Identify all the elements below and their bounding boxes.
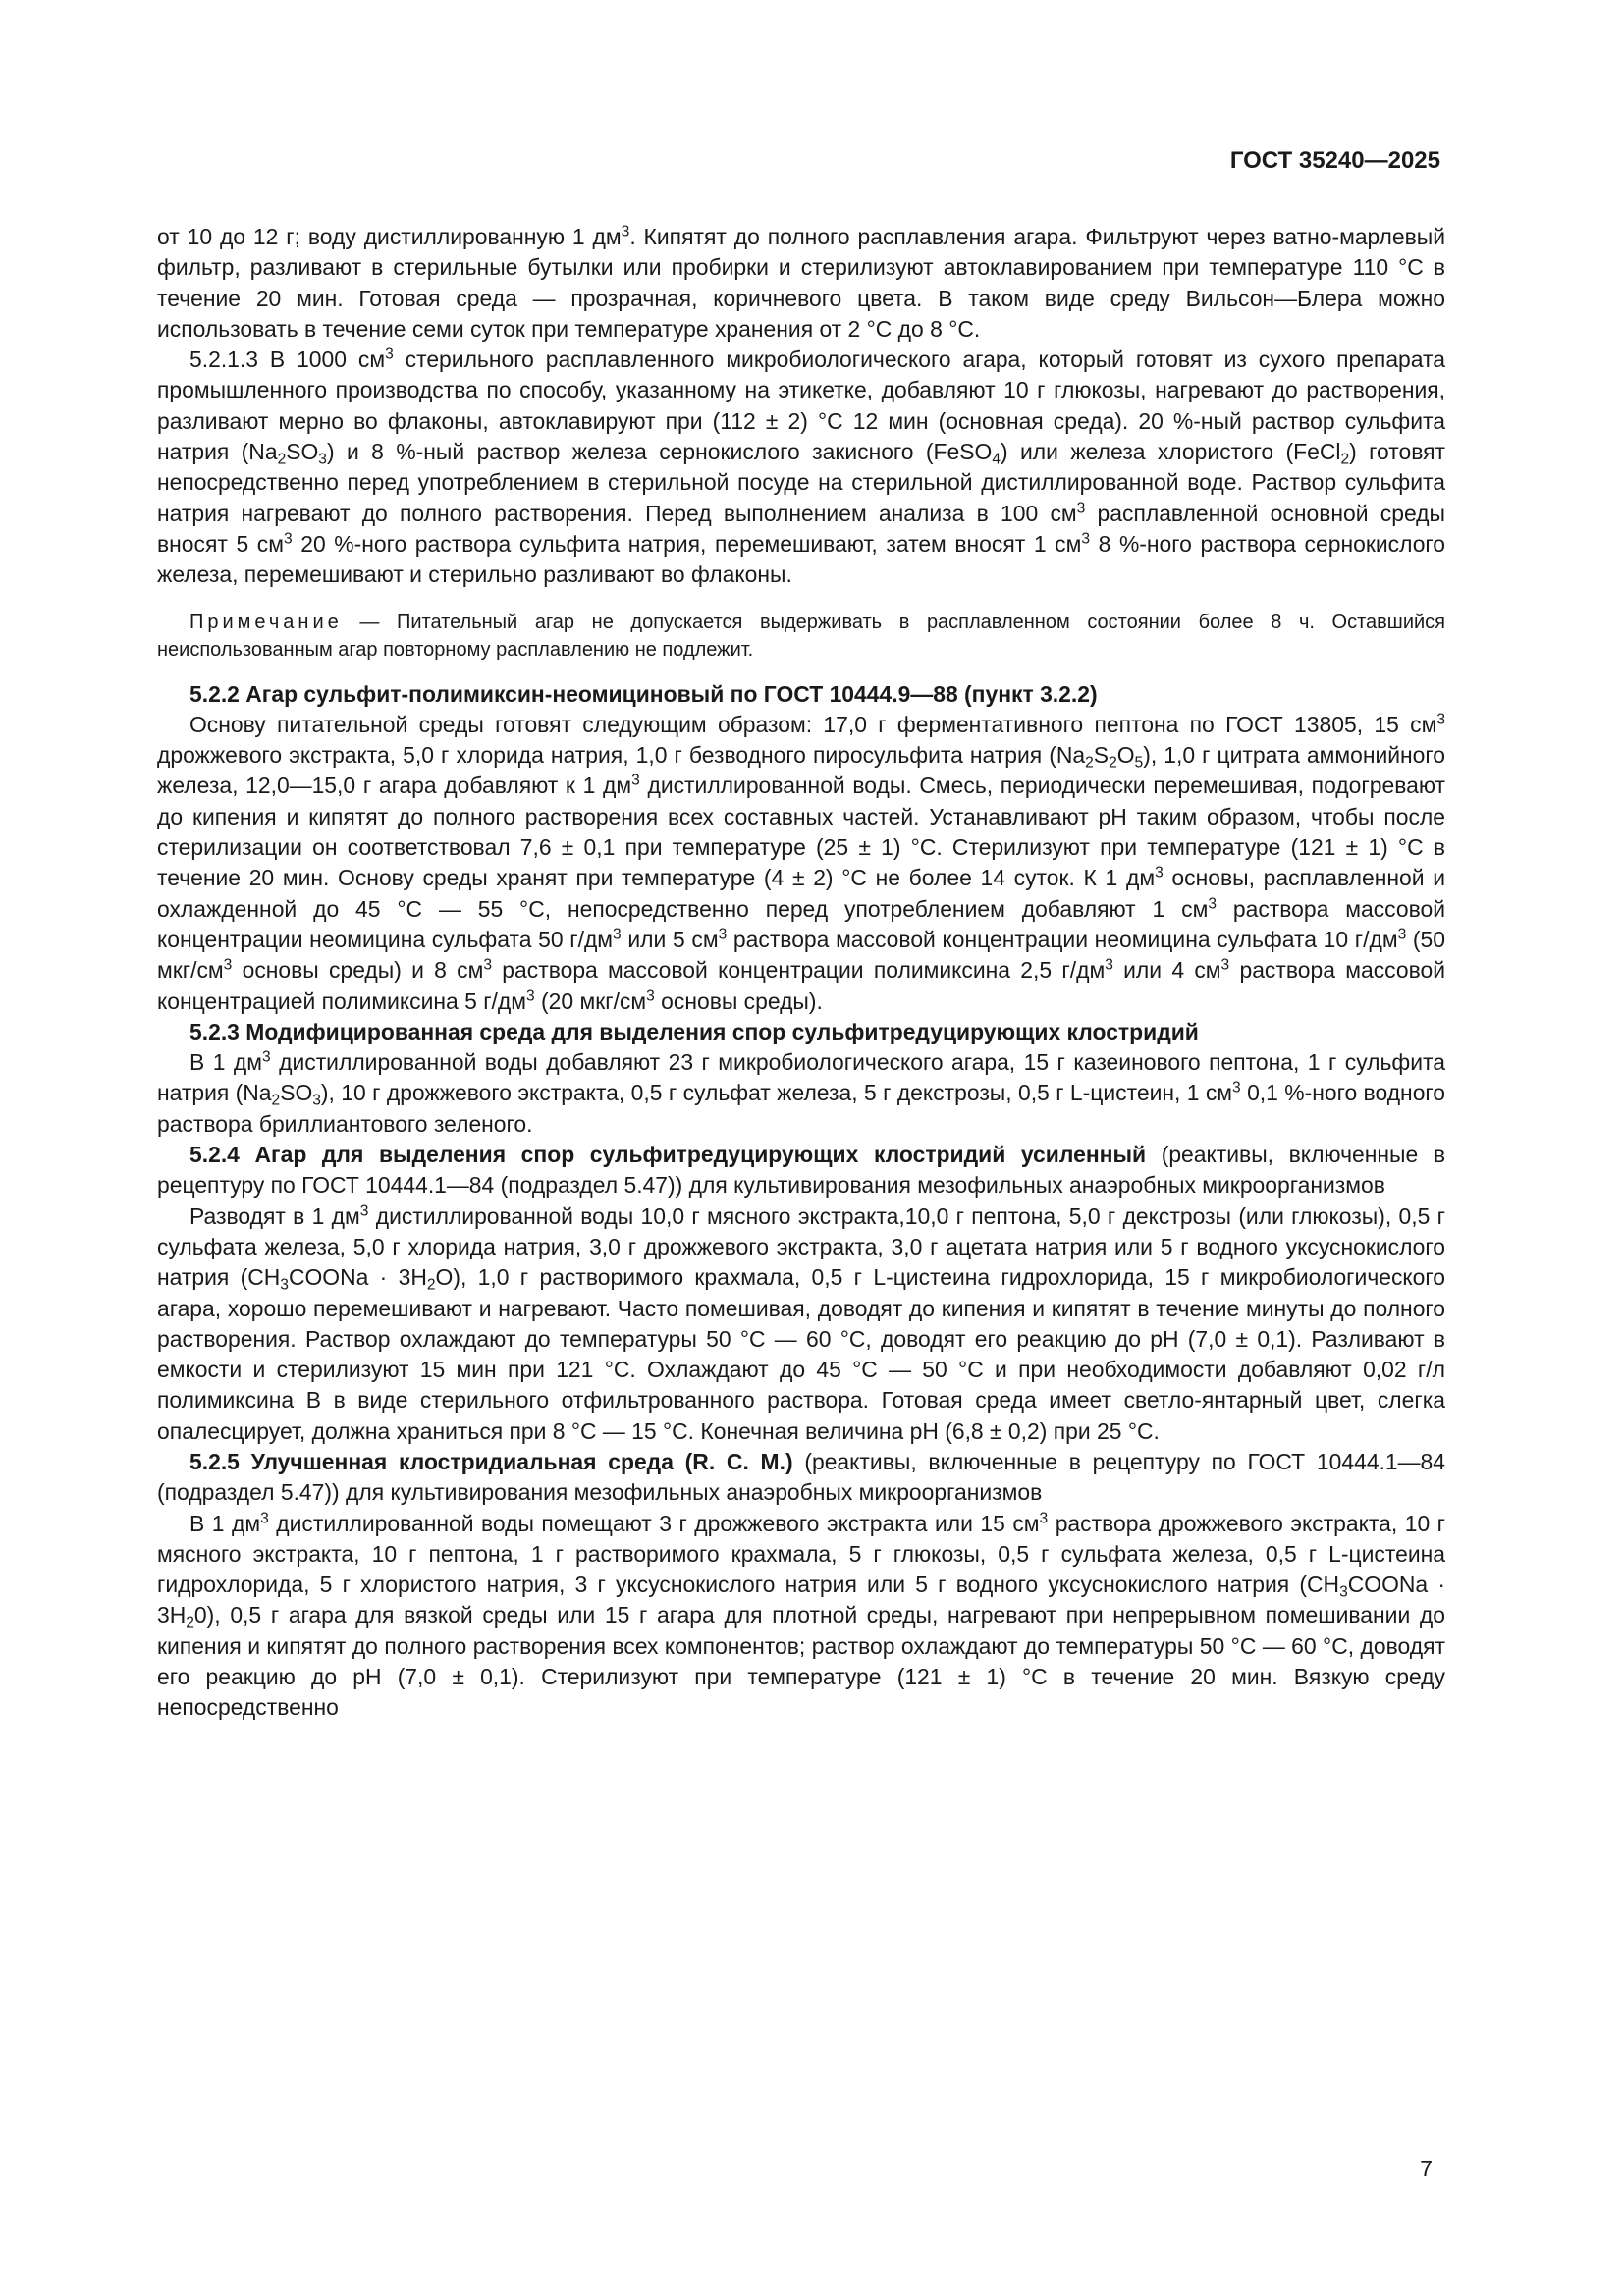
paragraph-5-2-5: В 1 $дм^3$ дистиллированной воды помещают 3 г дрожжевого экстракта или 15 $см^3$ раствора дрожжевого экстракта, 10 г мясного экстракта, 10 г пептона, 1 г растворимого крахмала, 5 г глюкозы, 0,5 г сульфата железа, 0,5 г L-цистеина гидрохлорида, 5 г хлористого натрия, 3 г уксуснокислого натрия или 5 г водного уксуснокислого натрия $(CH_3COONa \cdot 3H_20)$, 0,5 г агара для вязкой среды или 15 г агара для плотной среды, нагревают при непрерывном помешивании до кипения и кипятят до полного растворения всех компонентов; раствор охлаждают до температуры 50 °С — 60 °С, доводят его реакцию до рН (7,0 ± 0,1). Стерилизуют при температуре (121 ± 1) °С в течение 20 мин. Вязкую среду непосредственно (157, 1510, 1446, 1721)
paragraph-5-2-4: Разводят в 1 $дм^3$ дистиллированной воды 10,0 г мясного экстракта,10,0 г пептона, 5,0 г декстрозы (или глюкозы), 0,5 г сульфата железа, 5,0 г хлорида натрия, 3,0 г дрожжевого экстракта, 3,0 г ацетата натрия или 5 г водного уксуснокислого натрия $(CH_3COONa \cdot 3H_2O)$, 1,0 г растворимого крахмала, 0,5 г L-цистеина гидрохлорида, 15 г микробиологического агара, хорошо перемешивают и нагревают. Часто помешивая, доводят до кипения и кипятят в течение минуты до полного растворения. Раствор охлаждают до температуры 50 °С — 60 °С, доводят его реакцию до рН (7,0 ± 0,1). Разливают в емкости и стерилизуют 15 мин при 121 °С. Охлаждают до 45 °С — 50 °С и при необходимости добавляют 0,02 г/л полимиксина В в виде стерильного отфильтрованного раствора. Готовая среда имеет светло-янтарный цвет, слегка опалесцирует, должна храниться при 8 °С — 15 °С. Конечная величина рН (6,8 ± 0,2) при 25 °С. (157, 1202, 1445, 1444)
paragraph-5-2-1-3: 5.2.1.3 В 1000 $см^3$ стерильного расплавленного микробиологического агара, который готовят из сухого препарата промышленного производства по способу, указанному на этикетке, добавляют 10 г глюкозы, нагревают до растворения, разливают мерно во флаконы, автоклавируют при (112 ± 2) °С 12 мин (основная среда). 20 %-ный раствор сульфита натрия $(Na_2SO_3)$ и 8 %-ный раствор железа сернокислого закисного (FeSO$_4$) или железа хлористого (FeCl$_2$) готовят непосредственно перед употреблением в стерильной посуде на стерильной дистиллированной воде. Раствор сульфита натрия нагревают до полного растворения. Перед выполнением анализа в 100 $см^3$ расплавленной основной среды вносят 5 $см^3$ 20 %-ного раствора сульфита натрия, перемешивают, затем вносят 1 $см^3$ 8 %-ного раствора сернокислого железа, перемешивают и стерильно разливают во флаконы. (157, 346, 1445, 588)
document-body (157, 222, 1445, 1724)
heading-5-2-2: 5.2.2 Агар сульфит-полимиксин-неомициновый по ГОСТ 10444.9—88 (пункт 3.2.2) (189, 680, 1098, 707)
note-label: Примечание (189, 611, 343, 633)
document-code-header: ГОСТ 35240—2025 (1229, 147, 1440, 174)
paragraph-5-2-2: Основу питательной среды готовят следующим образом: 17,0 г ферментативного пептона по ГОСТ 13805, 15 $см^3$ дрожжевого экстракта, 5,0 г хлорида натрия, 1,0 г безводного пиросульфита натрия $(Na_2S_2O_5)$, 1,0 г цитрата аммонийного железа, 12,0—15,0 г агара добавляют к 1 $дм^3$ дистиллированной воды. Смесь, периодически перемешивая, подогревают до кипения и кипятят до полного растворения всех составных частей. Устанавливают рН таким образом, чтобы после стерилизации он соответствовал 7,6 ± 0,1 при температуре (25 ± 1) °С. Стерилизуют при температуре (121 ± 1) °С в течение 20 мин. Основу среды хранят при температуре (4 ± 2) °С не более 14 суток. К 1 $дм^3$ основы, расплавленной и охлажденной до 45 °С — 55 °С, непосредственно перед употреблением добавляют 1 $см^3$ раствора массовой концентрации неомицина сульфата 50 $г/дм^3$ или 5 $см^3$ раствора массовой концентрации неомицина сульфата 10 $г/дм^3$ (50 мкг/$см^3$ основы среды) и 8 $см^3$ раствора массовой концентрации полимиксина 2,5 $г/дм^3$ или 4 $см^3$ раствора массовой концентрацией полимиксина 5 $г/дм^3$ (20 мкг/$см^3$ основы среды). (157, 711, 1446, 1014)
heading-5-2-4: 5.2.4 Агар для выделения спор сульфитредуцирующих клостридий усиленный (реактивы, включенные в рецептуру по ГОСТ 10444.1—84 (подраздел 5.47)) для культивирования мезофильных анаэробных микроорганизмов (157, 1142, 1445, 1199)
paragraph-continuation: от 10 до 12 г; воду дистиллированную 1 $дм^3$. Кипятят до полного расплавления агара. Фильтруют через ватно-марлевый фильтр, разливают в стерильные бутылки или пробирки и стерилизуют автоклавированием при температуре 110 °С в течение 20 мин. Готовая среда — прозрачная, коричневого цвета. В таком виде среду Вильсон—Блера можно использовать в течение семи суток при температуре хранения от 2 °С до 8 °С. (157, 223, 1445, 342)
page-number: 7 (1420, 2156, 1433, 2181)
heading-5-2-5: 5.2.5 Улучшенная клостридиальная среда (R. C. M.) (реактивы, включенные в рецептуру по ГОСТ 10444.1—84 (подраздел 5.47)) для культивирования мезофильных анаэробных микроорганизмов (157, 1448, 1445, 1506)
paragraph-5-2-3: В 1 $дм^3$ дистиллированной воды добавляют 23 г микробиологического агара, 15 г казеинового пептона, 1 г сульфита натрия $(Na_2SO_3)$, 10 г дрожжевого экстракта, 0,5 г сульфат железа, 5 г декстрозы, 0,5 г L-цистеин, 1 $см^3$ 0,1 %-ного водного раствора бриллиантового зеленого. (157, 1048, 1446, 1137)
note: Примечание — Питательный агар не допускается выдерживать в расплавленном состоянии более 8 ч. Оставшийся неиспользованным агар повторному расплавлению не подлежит. (157, 611, 1445, 661)
heading-5-2-3: 5.2.3 Модифицированная среда для выделения спор сульфитредуцирующих клостридий (189, 1018, 1199, 1044)
